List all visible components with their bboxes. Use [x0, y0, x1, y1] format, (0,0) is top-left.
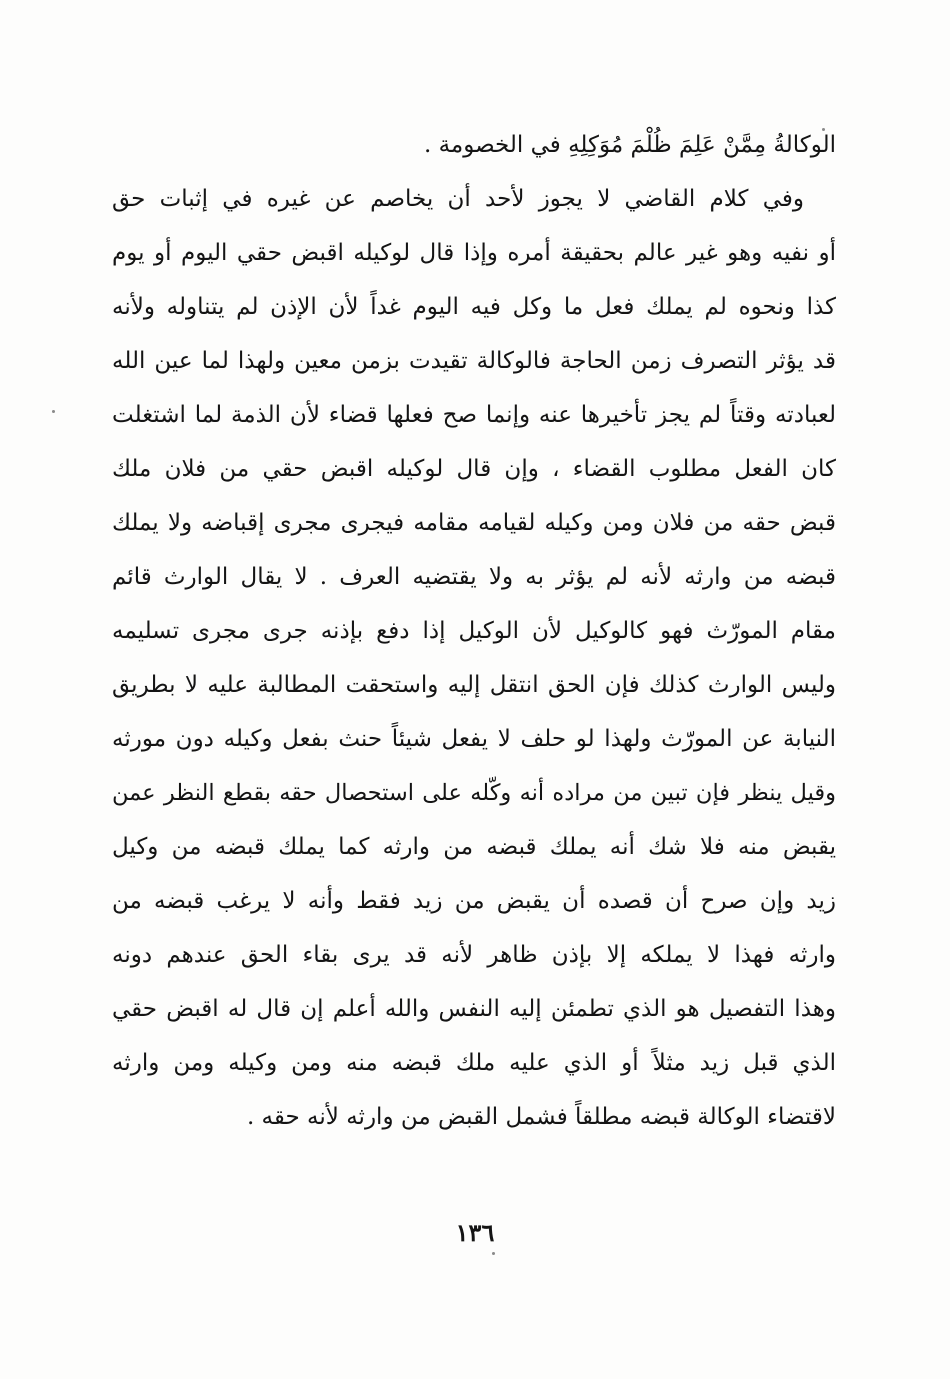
- text-line: وقيل ينظر فإن تبين من مراده أنه وكّله على استحصال حقه بقطع النظر عمن: [112, 780, 836, 806]
- text-line: وارثه فهذا لا يملكه إلا بإذن ظاهر لأنه قد يرى بقاء الحق عندهم دونه: [112, 942, 836, 968]
- text-line: النيابة عن المورّث ولهذا لو حلف لا يفعل شيئاً حنث بفعل وكيله دون مورثه: [112, 726, 836, 752]
- text-line: الوكالةُ مِمَّنْ عَلِمَ ظُلْمَ مُوَكِلِهِ في الخصومة .: [423, 132, 836, 158]
- body-text: [112, 118, 836, 1144]
- text-line: كان الفعل مطلوب القضاء ، وإن قال لوكيله اقبض حقي من فلان ملك: [112, 456, 836, 482]
- text-line: قد يؤثر التصرف زمن الحاجة فالوكالة تقيدت بزمن معين ولهذا لما عين الله: [112, 348, 836, 374]
- text-line: أو نفيه وهو غير عالم بحقيقة أمره وإذا قال لوكيله اقبض حقي اليوم أو يوم: [112, 240, 836, 266]
- text-line: وهذا التفصيل هو الذي تطمئن إليه النفس والله أعلم إن قال له اقبض حقي: [112, 996, 836, 1022]
- text-line: يقبض منه فلا شك أنه يملك قبضه من وارثه كما يملك قبضه من وكيل: [112, 834, 836, 860]
- text-line: مقام المورّث فهو كالوكيل لأن الوكيل إذا دفع بإذنه جرى مجرى تسليمه: [112, 618, 836, 644]
- scan-speck: [822, 128, 825, 131]
- scan-speck: [492, 1252, 495, 1255]
- paragraph-first-line: وفي كلام القاضي لا يجوز لأحد أن يخاصم عن غيره في إثبات حق: [112, 186, 804, 212]
- page-number: ١٣٦: [455, 1218, 495, 1247]
- text-line: وليس الوارث كذلك فإن الحق انتقل إليه واستحقت المطالبة عليه لا بطريق: [112, 672, 836, 698]
- text-line: الذي قبل زيد مثلاً أو الذي عليه ملك قبضه منه ومن وكيله ومن وارثه: [112, 1050, 836, 1076]
- scan-speck: [52, 410, 55, 413]
- text-line: لعبادته وقتاً لم يجز تأخيرها عنه وإنما صح فعلها قضاء لأن الذمة لما اشتغلت: [112, 402, 836, 428]
- text-line: قبضه من وارثه لأنه لم يؤثر به ولا يقتضيه العرف . لا يقال الوارث قائم: [112, 564, 836, 590]
- text-line: قبض حقه من فلان ومن وكيله لقيامه مقامه فيجرى مجرى إقباضه ولا يملك: [112, 510, 836, 536]
- text-line: كذا ونحوه لم يملك فعل ما وكل فيه اليوم غداً لأن الإذن لم يتناوله ولأنه: [112, 294, 836, 320]
- text-line: زيد وإن صرح أن قصده أن يقبض من زيد فقط وأنه لا يرغب قبضه من: [112, 888, 836, 914]
- paragraph-last-line: لاقتضاء الوكالة قبضه مطلقاً فشمل القبض من وارثه لأنه حقه .: [246, 1104, 836, 1130]
